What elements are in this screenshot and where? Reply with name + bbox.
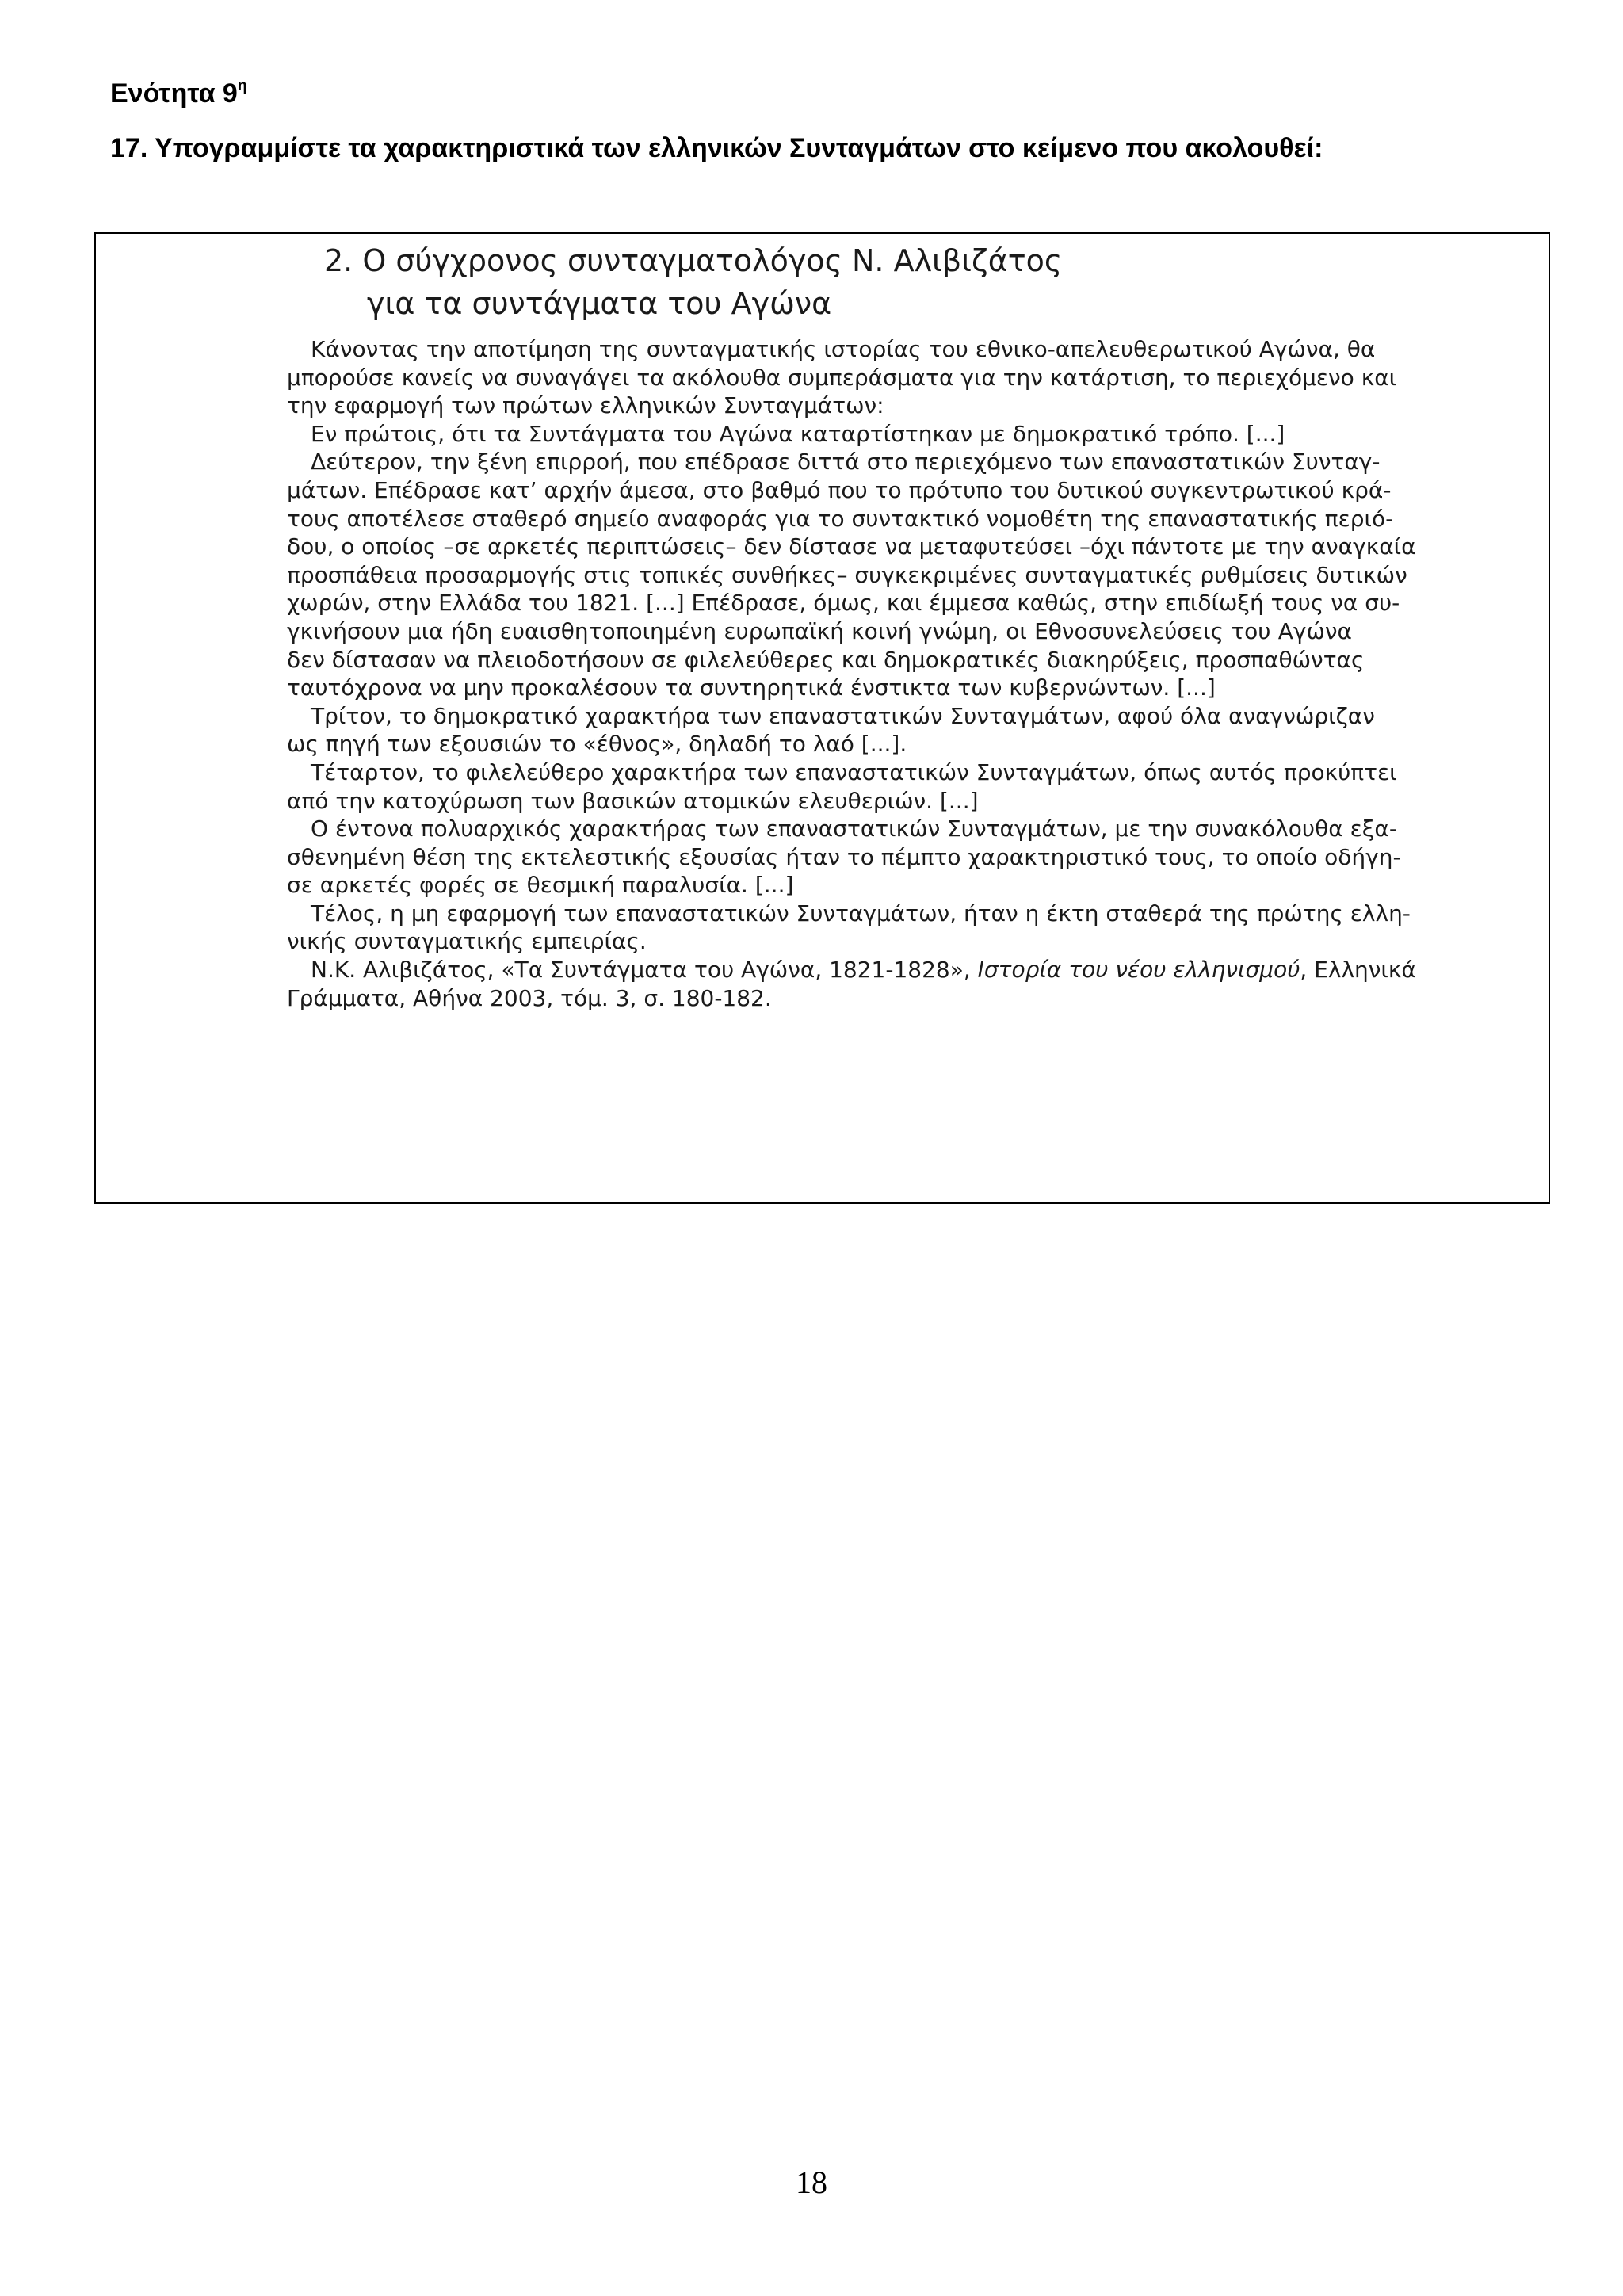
excerpt-title-line-1: 2. Ο σύγχρονος συνταγματολόγος Ν. Αλιβιζάτος	[324, 243, 1063, 278]
excerpt-line: δου, ο οποίος –σε αρκετές περιπτώσεις– δεν δίστασε να μεταφυτεύσει –όχι πάντοτε με την αναγκαία	[287, 533, 1416, 560]
unit-label: Ενότητα 9	[110, 78, 238, 109]
citation-publisher: , Ελληνικά	[1300, 957, 1416, 984]
excerpt-line: χωρών, στην Ελλάδα του 1821. [...] Επέδρασε, όμως, και έμμεσα καθώς, στην επιδίωξή τους να συ-	[287, 590, 1400, 617]
excerpt-line: Τέλος, η μη εφαρμογή των επαναστατικών Συνταγμάτων, ήταν η έκτη σταθερά της πρώτης ελλη-	[311, 900, 1411, 926]
question-prompt: 17. Υπογραμμίστε τα χαρακτηριστικά των ελληνικών Συνταγμάτων στο κείμενο που ακολουθεί:	[110, 133, 1323, 163]
excerpt-box	[94, 232, 1550, 1204]
excerpt-line: σε αρκετές φορές σε θεσμική παραλυσία. [...]	[287, 872, 794, 899]
excerpt-line: ως πηγή των εξουσιών το «έθνος», δηλαδή το λαό [...].	[287, 731, 907, 758]
excerpt-line: μάτων. Επέδρασε κατ’ αρχήν άμεσα, στο βαθμό που το πρότυπο του δυτικού συγκεντρωτικού κρά-	[287, 476, 1392, 503]
unit-superscript: η	[237, 78, 247, 94]
excerpt-line: την εφαρμογή των πρώτων ελληνικών Συνταγμάτων:	[287, 392, 884, 419]
excerpt-line: μπορούσε κανείς να συναγάγει τα ακόλουθα συμπεράσματα για την κατάρτιση, το περιεχόμενο και	[287, 364, 1397, 391]
excerpt-line: Ο έντονα πολυαρχικός χαρακτήρας των επαναστατικών Συνταγμάτων, με την συνακόλουθα εξα-	[311, 816, 1397, 842]
excerpt-line: νικής συνταγματικής εμπειρίας.	[287, 928, 647, 955]
excerpt-line: από την κατοχύρωση των βασικών ατομικών ελευθεριών. [...]	[287, 787, 979, 814]
citation-author-title: Ν.Κ. Αλιβιζάτος, «Τα Συντάγματα του Αγώνα, 1821-1828»,	[311, 957, 978, 984]
excerpt-line: προσπάθεια προσαρμογής στις τοπικές συνθήκες– συγκεκριμένες συνταγματικές ρυθμίσεις δυτικών	[287, 561, 1407, 588]
excerpt-line: ταυτόχρονα να μην προκαλέσουν τα συντηρητικά ένστικτα των κυβερνώντων. [...]	[287, 674, 1216, 701]
citation-line-2: Γράμματα, Αθήνα 2003, τόμ. 3, σ. 180-182.	[287, 984, 772, 1011]
excerpt-body	[287, 335, 1416, 1012]
excerpt-line: δεν δίστασαν να πλειοδοτήσουν σε φιλελεύθερες και δημοκρατικές διακηρύξεις, προσπαθώντας	[287, 646, 1365, 673]
excerpt-line: Τρίτον, το δημοκρατικό χαρακτήρα των επαναστατικών Συνταγμάτων, αφού όλα αναγνώριζαν	[311, 702, 1375, 729]
citation-line-1	[287, 956, 1416, 984]
excerpt-line: γκινήσουν μια ήδη ευαισθητοποιημένη ευρωπαϊκή κοινή γνώμη, οι Εθνοσυνελεύσεις του Αγώνα	[287, 617, 1352, 644]
page-number: 18	[796, 2164, 827, 2200]
excerpt-title-line-2: για τα συντάγματα του Αγώνα	[367, 286, 832, 321]
citation-book-title: Ιστορία του νέου ελληνισμού	[977, 957, 1300, 984]
unit-heading	[110, 78, 246, 114]
excerpt-line: Δεύτερον, την ξένη επιρροή, που επέδρασε διττά στο περιεχόμενο των επαναστατικών Συνταγ-	[311, 449, 1381, 476]
excerpt-line: Τέταρτον, το φιλελεύθερο χαρακτήρα των επαναστατικών Συνταγμάτων, όπως αυτός προκύπτει	[311, 758, 1397, 785]
excerpt-line: Εν πρώτοις, ότι τα Συντάγματα του Αγώνα καταρτίστηκαν με δημοκρατικό τρόπο. [...]	[311, 420, 1285, 447]
excerpt-line: σθενημένη θέση της εκτελεστικής εξουσίας ήταν το πέμπτο χαρακτηριστικό τους, το οποίο οδήγη-	[287, 843, 1401, 870]
excerpt-line: τους αποτέλεσε σταθερό σημείο αναφοράς για το συντακτικό νομοθέτη της επαναστατικής περιό-	[287, 505, 1394, 532]
excerpt-line: Κάνοντας την αποτίμηση της συνταγματικής ιστορίας του εθνικο-απελευθερωτικού Αγώνα, θα	[311, 336, 1376, 362]
